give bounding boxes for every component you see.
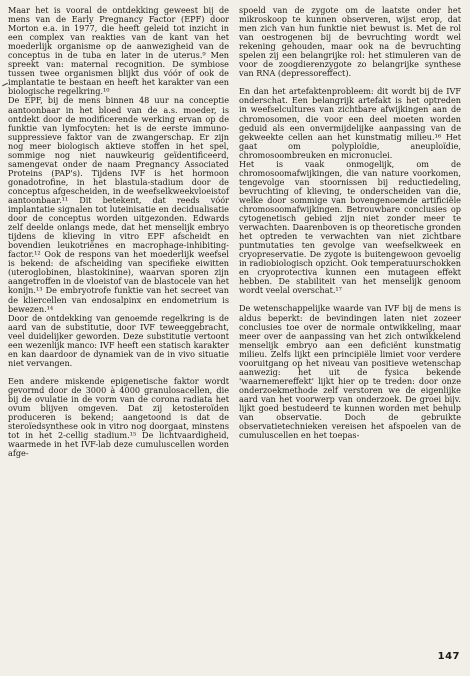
paragraph: Door de ontdekking van genoemde regelkring is de aard van de substitutie, door IVF teweeggebracht, veel duidelijker geworden. Deze substitutie vertoont een wezenlijk manco: IVF heeft een statisch karakter en kan daardoor de dynamiek van de in vivo situatie niet vervangen. [8, 312, 229, 368]
paragraph: Maar het is vooral de ontdekking geweest bij de mens van de Early Pregnancy Factor (EPF) door Morton e.a. in 1977, die heeft geleid tot inzicht in een complex van reakties van de kant van het moederlijk organisme op de aanwezigheid van de conceptus in de tuba en later in de uterus.⁹ Men spreekt van: maternal recognition. De symbiose tussen twee organismen blijkt dus vóór of ook de implantatie te bestaan en heeft het karakter van een biologische regelkring.¹⁰ [8, 5, 229, 97]
right-column [239, 6, 461, 440]
paragraph: En dan het artefaktenprobleem: dit wordt bij de IVF onderschat. Een belangrijk artefakt is het optreden in weefselcultures van zichtbare afwijkingen aan de chromosomen, die voor een deel moeten worden geduid als een onvermijdelijke aanpassing van de gekweekte cellen aan het kunstmatig milieu.¹⁶ Het gaat om polyploïdie, aneuploïdie, chromosoombreuken en micronuclei. [239, 86, 461, 160]
paragraph: De wetenschappelijke waarde van IVF bij de mens is aldus beperkt: de bevindingen laten niet zozeer conclusies toe over de normale ontwikkeling, maar meer over de aanpassing van het zich ontwikkelend menselijk embryo aan een deficiënt kunstmatig milieu. Zelfs lijkt een principiële limiet voor verdere vooruitgang op het niveau van positieve wetenschap aanwezig: het uit de fysica bekende 'waarnemereffekt' lijkt hier op te treden: door onze onderzoekmethode zelf verstoren we de eigenlijke aard van het voorwerp van onderzoek. De groei bijv. lijkt goed bestudeerd te kunnen worden met behulp van observatie. Doch de gebruikte observatietechnieken vereisen het afspoelen van de cumuluscellen en het toepas- [239, 303, 461, 441]
paragraph: Het is vaak onmogelijk, om de chromosoomafwijkingen, die van nature voorkomen, tengevolge van stoornissen bij reductiedeling, bevruchting of klieving, te onderscheiden van die, welke door sommige van bovengenoemde artificiële chromosoomafwijkingen. Betrouwbare conclusies op cytogenetisch gebied zijn niet zonder meer te verwachten. Daarenboven is op theoretische gronden het optreden te verwachten van niet zichtbare puntmutaties ten gevolge van weefselkweek en cryopreservatie. De zygote is buitengewoon gevoelig in radiobiologisch opzicht. Ook temperatuurschokken en cryoprotectiva kunnen een mutageen effekt hebben. De stabiliteit van het menselijk genoom wordt veelal overschat.¹⁷ [239, 158, 461, 296]
paragraph: Een andere miskende epigenetische faktor wordt gevormd door de 3000 à 4000 granulosacellen, die bij de ovulatie in de vorm van de corona radiata het ovum blijven omgeven. Dat zij ketosteroïden produceren is bekend; aangetoond is dat de steroïedsynthese ook in vitro nog doorgaat, minstens tot in het 2-cellig stadium.¹⁵ De lichtvaardigheid, waarmede in het IVF-lab deze cumuluscellen worden afge- [8, 375, 229, 459]
page-number: 147 [437, 651, 460, 662]
paragraph: De EPF, bij de mens binnen 48 uur na conceptie aantoonbaar in het bloed van de a.s. moeder, is ontdekt door de modificerende werking ervan op de funktie van lymfocyten: het is de eerste immuno-suppressieve faktor van de zwangerschap. Er zijn nog meer biologisch aktieve stoffen in het spel, sommige nog niet nauwkeurig geïdentificeerd, samengevat onder de naam Pregnancy Associated Proteins (PAP's). Tijdens IVF is het hormoon gonadotrofine, in het blastula-stadium door de conceptus afgescheiden, in de weefselkweekvloeistof aantoonbaar.¹¹ Dit betekent, dat reeds vóór implantatie signalen tot luteinisatie en decidualisatie door de conceptus worden uitgezonden. Edwards zelf deelde onlangs mede, dat het menselijk embryo tijdens de klieving in vitro EPF afscheidt en bovendien leukotriënes en macrophage-inhibiting-factor.¹² Ook de respons van het moederlijk weefsel is bekend: de afscheiding van specifieke eiwitten (uteroglobinen, blastokinine), waarvan sporen zijn aangetroffen in de vloeistof van de blastocele van het konijn.¹³ De embryotrofe funktie van het secreet van de kliercellen van endosalpinx en endometrium is bewezen.¹⁴ [8, 95, 229, 314]
paragraph: spoeld van de zygote om de laatste onder het mikroskoop te kunnen observeren, wijst erop, dat men zich van hun funktie niet bewust is. Met de rol van oestrogenen bij de bevruchting wordt wel rekening gehouden, maar ook na de bevruchting spelen zij een belangrijke rol: het stimuleren van de voor de zoogdierenzygote zo belangrijke synthese van RNA (depressoreffect). [239, 5, 461, 79]
left-column [8, 6, 229, 458]
